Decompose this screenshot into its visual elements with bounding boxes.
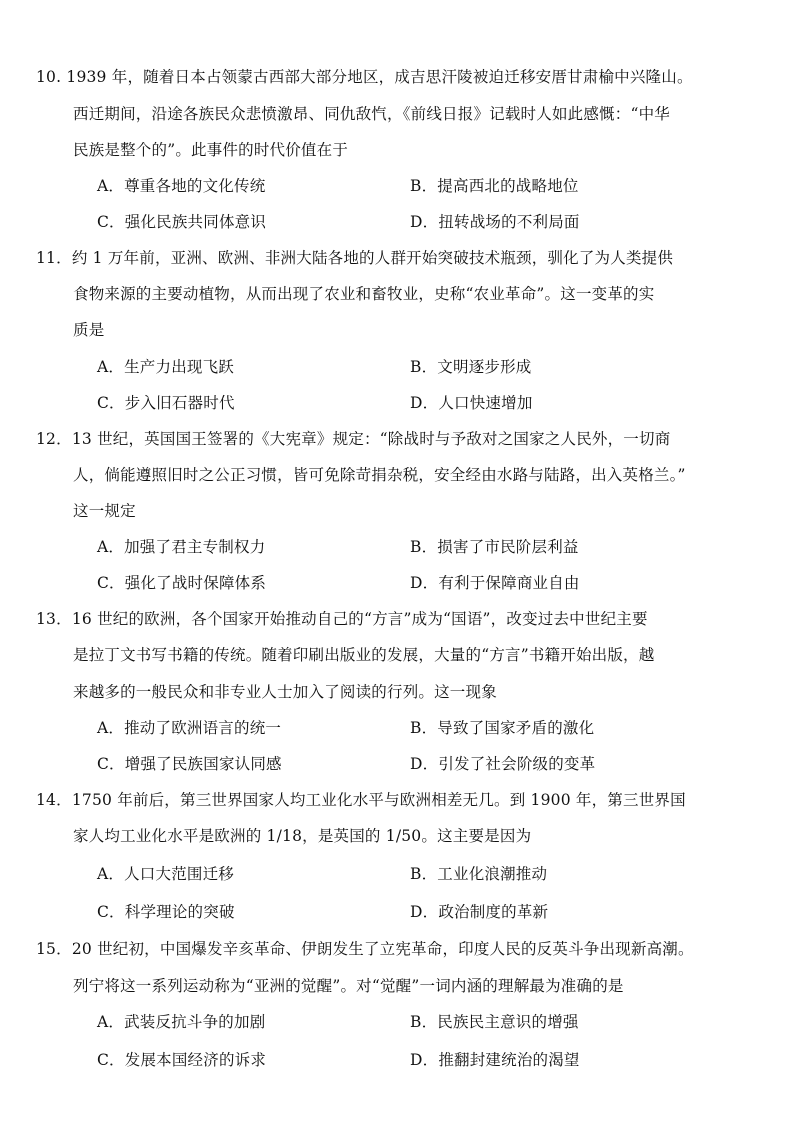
option-d: D．有利于保障商业自由 [410,574,580,592]
question-text-line: 13．16 世纪的欧洲，各个国家开始推动自己的“方言”成为“国语”，改变过去中世纪主要 [36,610,648,628]
option-c: C．强化民族共同体意识 [97,213,267,231]
option-b: B．民族民主意识的增强 [410,1013,579,1031]
question-text-line: 12．13 世纪，英国国王签署的《大宪章》规定：“除战时与予敌对之国家之人民外，一切商 [36,430,671,448]
option-b: B．导致了国家矛盾的激化 [410,719,595,737]
option-d: D．引发了社会阶级的变革 [410,755,596,773]
question-text-line: 列宁将这一系列运动称为“亚洲的觉醒”。对“觉醒”一词内涵的理解最为准确的是 [73,977,624,995]
option-a: A．尊重各地的文化传统 [97,177,266,195]
option-a: A．推动了欧洲语言的统一 [97,719,282,737]
question-text-line: 来越多的一般民众和非专业人士加入了阅读的行列。这一现象 [73,683,497,701]
question-text-line: 食物来源的主要动植物，从而出现了农业和畜牧业，史称“农业革命”。这一变革的实 [73,285,655,303]
option-b: B．文明逐步形成 [410,358,532,376]
option-c: C．步入旧石器时代 [97,394,235,412]
question-text-line: 是拉丁文书写书籍的传统。随着印刷出版业的发展，大量的“方言”书籍开始出版，越 [73,646,655,664]
question-text-line: 人，倘能遵照旧时之公正习惯，皆可免除苛捐杂税，安全经由水路与陆路，出入英格兰。” [73,466,686,484]
question-text-line: 15．20 世纪初，中国爆发辛亥革命、伊朗发生了立宪革命，印度人民的反英斗争出现新高潮。 [36,940,694,958]
option-d: D．政治制度的革新 [410,903,549,921]
option-d: D．推翻封建统治的渴望 [410,1051,580,1069]
option-a: A．武装反抗斗争的加剧 [97,1013,266,1031]
question-text-line: 11．约 1 万年前，亚洲、欧洲、非洲大陆各地的人群开始突破技术瓶颈，驯化了为人类提供 [36,249,674,267]
question-text-line: 10. 1939 年，随着日本占领蒙古西部大部分地区，成吉思汗陵被迫迁移安厝甘肃榆中兴隆山。 [36,68,693,86]
option-c: C．强化了战时保障体系 [97,574,267,592]
option-a: A．生产力出现飞跃 [97,358,234,376]
option-c: C．发展本国经济的诉求 [97,1051,267,1069]
option-c: C．科学理论的突破 [97,903,235,921]
option-b: B．工业化浪潮推动 [410,865,548,883]
option-a: A．加强了君主专制权力 [97,538,266,556]
question-text-line: 这一规定 [73,502,136,520]
option-c: C．增强了民族国家认同感 [97,755,282,773]
question-text-line: 家人均工业化水平是欧洲的 1/18，是英国的 1/50。这主要是因为 [73,827,532,845]
question-text-line: 14．1750 年前后，第三世界国家人均工业化水平与欧洲相差无几。到 1900 年，第三世界国 [36,791,686,809]
option-d: D．人口快速增加 [410,394,533,412]
question-text-line: 民族是整个的”。此事件的时代价值在于 [73,141,349,159]
option-b: B．损害了市民阶层利益 [410,538,579,556]
question-text-line: 西迁期间，沿途各族民众悲愤激昂、同仇敌忾，《前线日报》记载时人如此感慨：“中华 [73,105,670,123]
question-text-line: 质是 [73,321,105,339]
option-b: B．提高西北的战略地位 [410,177,579,195]
option-a: A．人口大范围迁移 [97,865,234,883]
option-d: D．扭转战场的不利局面 [410,213,580,231]
